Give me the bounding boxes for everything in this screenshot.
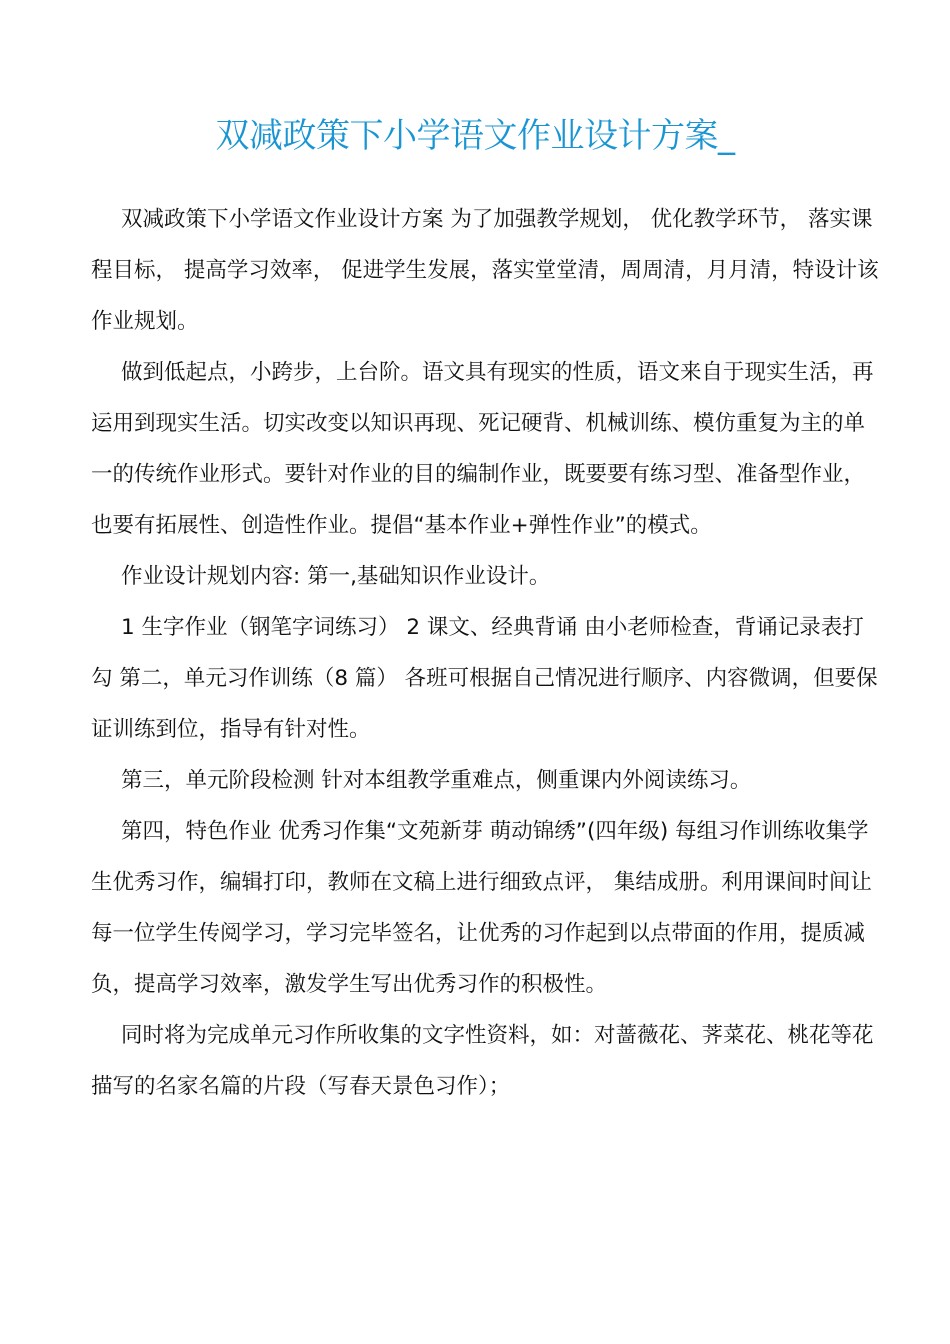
paragraph: 第三，单元阶段检测 针对本组教学重难点，侧重课内外阅读练习。 <box>121 768 752 793</box>
paragraph: 1 生字作业（钢笔字词练习） 2 课文、经典背诵 由小老师检查，背诵记录表打勾 第二，单元习作训练（8 篇） 各班可根据自己情况进行顺序、内容微调，但要保证训练到位，指导有针对性。 <box>91 615 878 742</box>
paragraph: 做到低起点，小跨步，上台阶。语文具有现实的性质，语文来自于现实生活，再运用到现实生活。切实改变以知识再现、死记硬背、机械训练、模仿重复为主的单一的传统作业形式。要针对作业的目的编制作业，既要要有练习型、准备型作业，也要有拓展性、创造性作业。提倡“基本作业+弹性作业”的模式。 <box>91 360 874 538</box>
paragraph: 作业设计规划内容: 第一,基础知识作业设计。 <box>121 564 551 589</box>
paragraph: 第四，特色作业 优秀习作集“文苑新芽 萌动锦绣”(四年级) 每组习作训练收集学生优秀习作，编辑打印，教师在文稿上进行细致点评， 集结成册。利用课间时间让每一位学生传阅学习，学习完毕签名，让优秀的习作起到以点带面的作用，提质减负，提高学习效率，激发学生写出优秀习作的积极性。 <box>91 819 872 997</box>
document-body <box>91 194 881 1112</box>
paragraph: 同时将为完成单元习作所收集的文字性资料，如：对蔷薇花、荠菜花、桃花等花描写的名家名篇的片段（写春天景色习作）； <box>91 1023 874 1099</box>
paragraph: 双减政策下小学语文作业设计方案 为了加强教学规划， 优化教学环节， 落实课程目标， 提高学习效率， 促进学生发展，落实堂堂清，周周清，月月清，特设计该作业规划。 <box>91 207 879 334</box>
document-title: 双减政策下小学语文作业设计方案_ <box>215 116 735 156</box>
